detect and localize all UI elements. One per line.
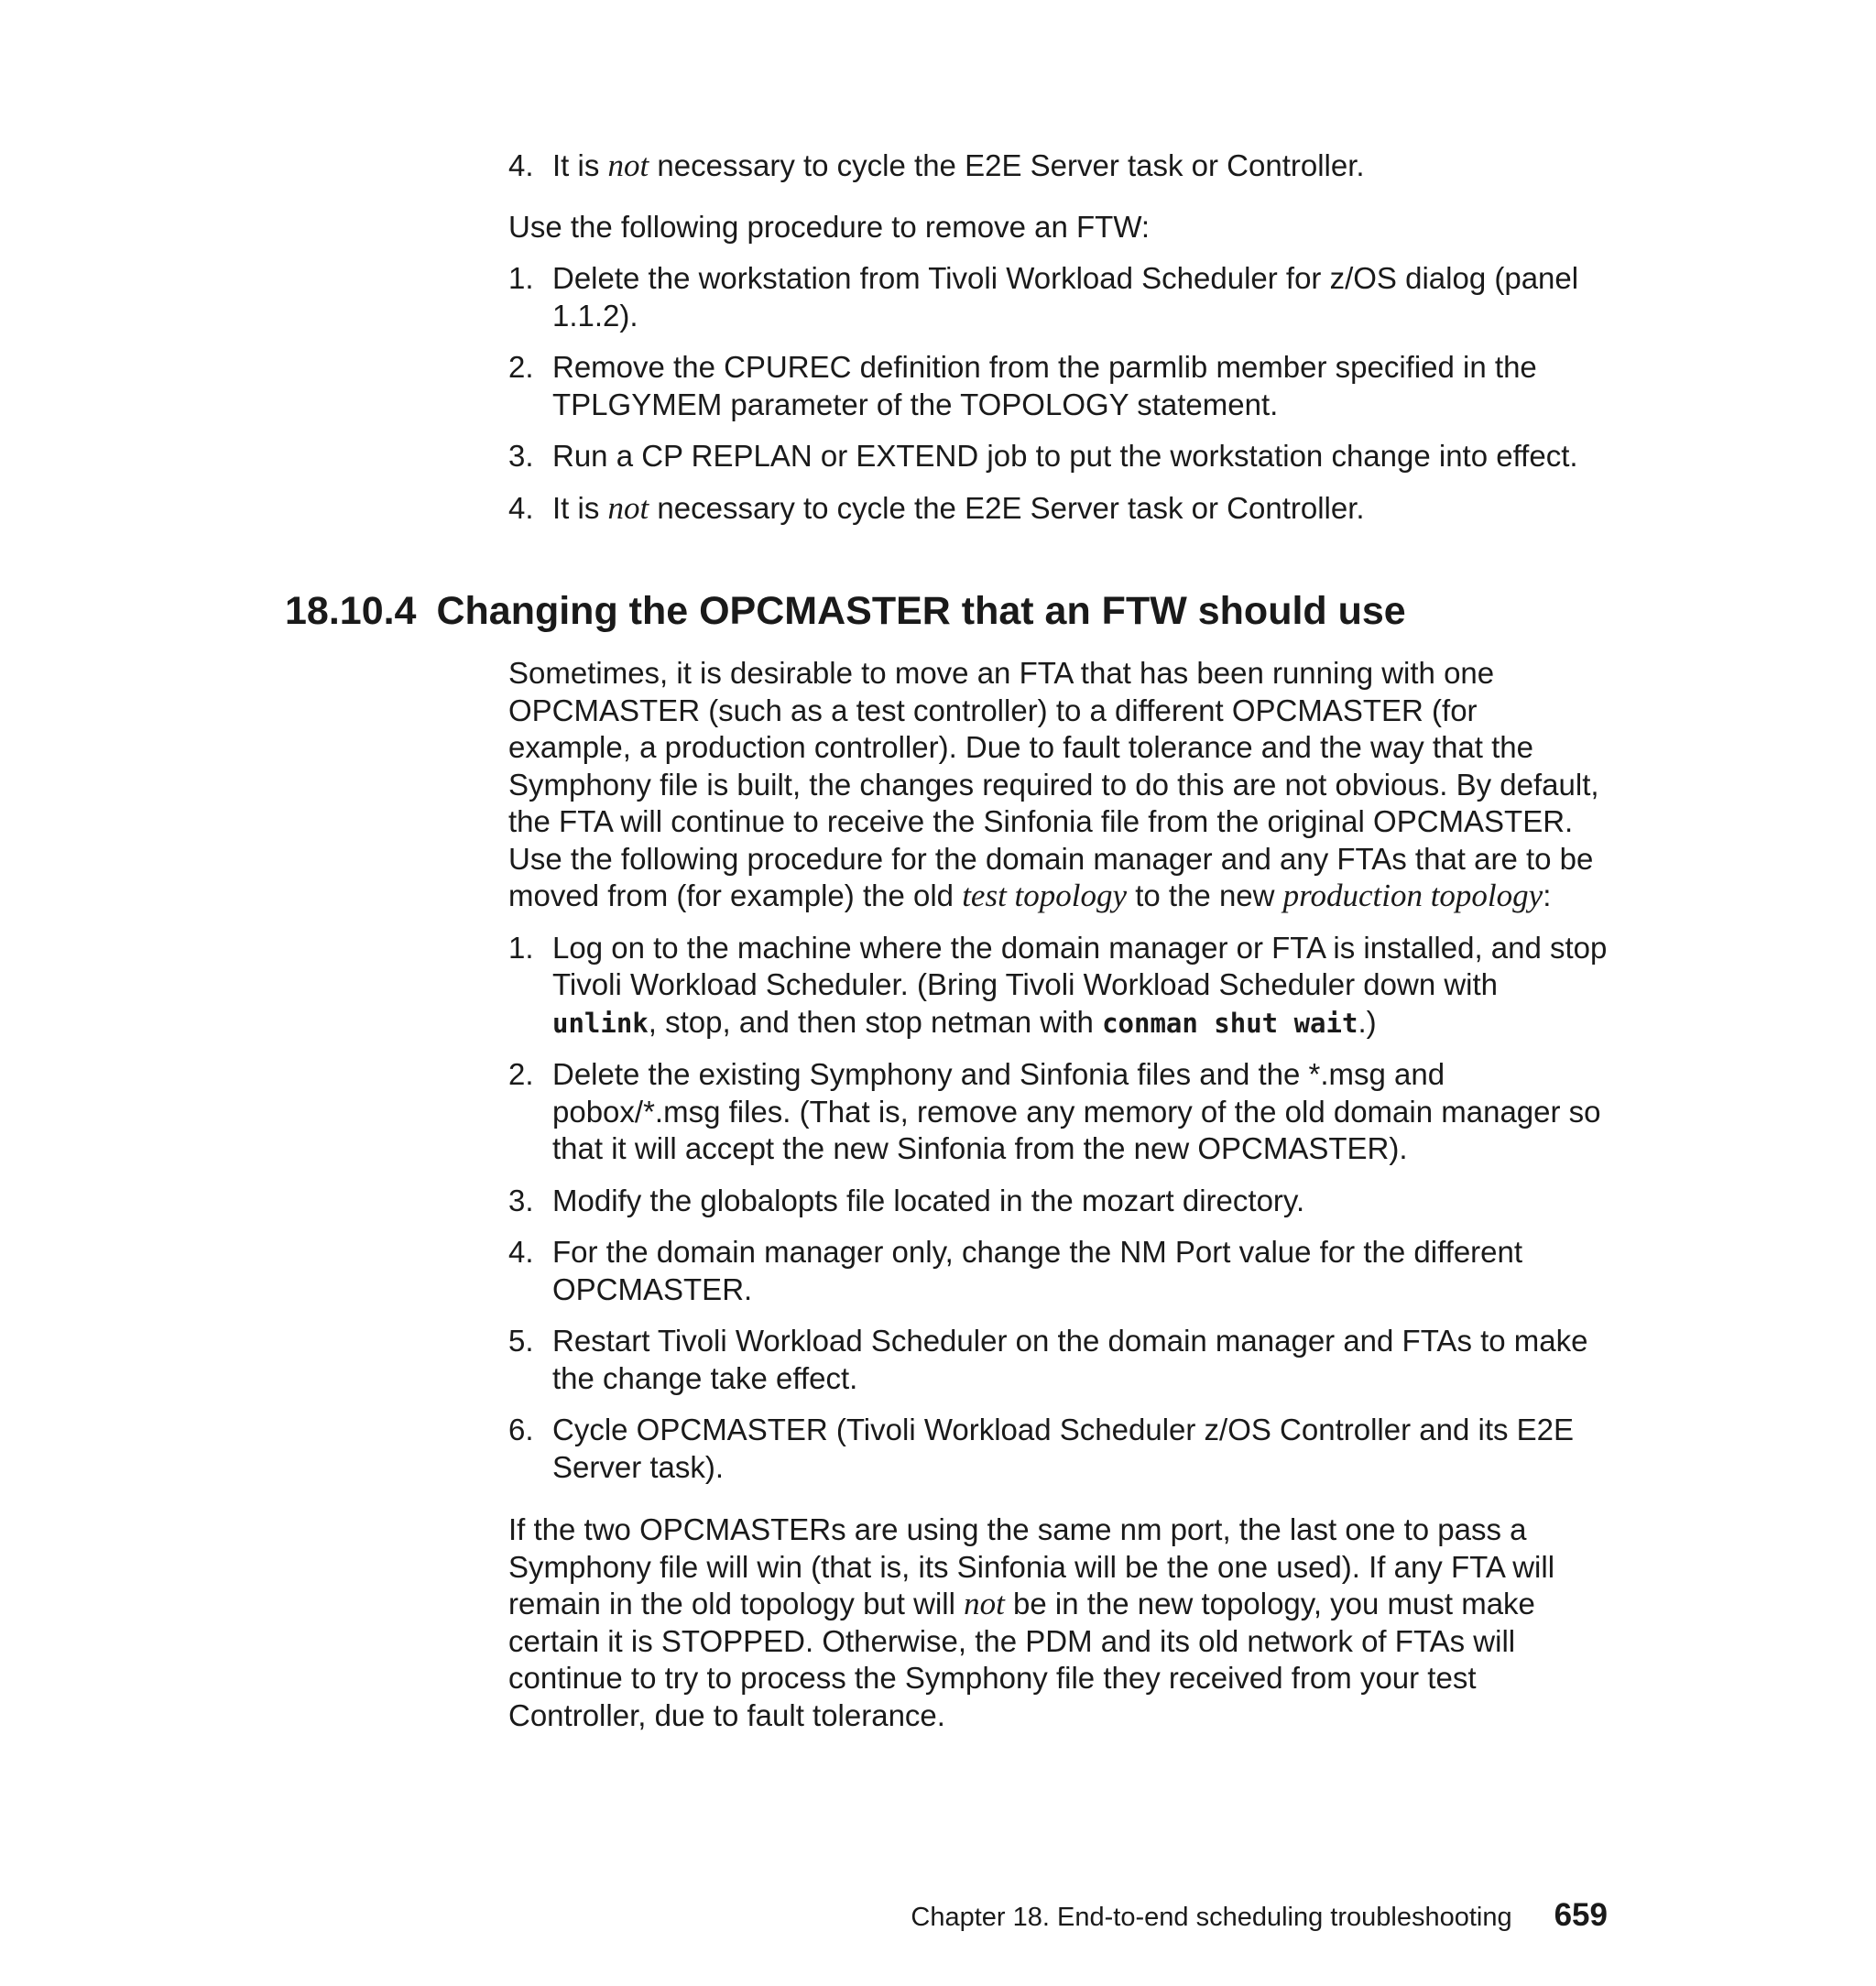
list-item: [508, 438, 1608, 475]
list-item-number: 4.: [508, 1235, 534, 1269]
list-item: [508, 1412, 1608, 1486]
list-item: [508, 260, 1608, 334]
list-item-text: Modify the globalopts file located in the mozart directory.: [552, 1183, 1305, 1217]
emphasis: not: [607, 489, 649, 526]
list-item-number: 1.: [508, 261, 534, 295]
page-number: 659: [1554, 1897, 1608, 1933]
section-intro: Sometimes, it is desirable to move an FTA that has been running with one OPCMASTER (such as a test controller) to a different OPCMASTER (for example, a production controller). Due to fault tolerance and the way that the Symphony file is built, the changes required to do this are not obvious. By default, the FTA will continue to receive the Sinfonia file from the original OPCMASTER. Use the following procedure for the domain manager and any FTAs that are to be moved from (for example) the old test topology to the new production topology:: [508, 656, 1599, 913]
list-item-number: 2.: [508, 1057, 534, 1091]
list-item: [508, 1323, 1608, 1397]
chapter-title: Chapter 18. End-to-end scheduling troubleshooting: [911, 1903, 1512, 1932]
section-heading: [285, 588, 1406, 634]
change-opcmaster-steps: [508, 930, 1608, 1487]
list-item-text: Run a CP REPLAN or EXTEND job to put the workstation change into effect.: [552, 439, 1578, 473]
remove-ftw-steps: [508, 260, 1608, 527]
list-item-text: Delete the workstation from Tivoli Workload Scheduler for z/OS dialog (panel 1.1.2).: [552, 261, 1579, 333]
section-number: 18.10.4: [285, 589, 417, 633]
closing-paragraph: If the two OPCMASTERs are using the same nm port, the last one to pass a Symphony file will win (that is, its Sinfonia will be the one used). If any FTA will remain in the old topology but will not be in the new topology, you must make certain it is STOPPED. Otherwise, the PDM and its old network of FTAs will continue to try to process the Symphony file they received from your test Controller, due to fault tolerance.: [508, 1512, 1555, 1732]
emphasis: not: [964, 1586, 1005, 1621]
list-item-text: Delete the existing Symphony and Sinfonia files and the *.msg and pobox/*.msg files. (That is, remove any memory of the old domain manager so that it will accept the new Sinfonia from the new OPCMASTER).: [552, 1057, 1601, 1165]
list-item-text: Remove the CPUREC definition from the parmlib member specified in the TPLGYMEM parameter of the TOPOLOGY statement.: [552, 350, 1537, 421]
previous-procedure-tail: [508, 147, 1608, 185]
list-item-number: 3.: [508, 1183, 534, 1217]
list-item-number: 6.: [508, 1413, 534, 1446]
list-item-number: 2.: [508, 350, 534, 384]
list-item-text: Cycle OPCMASTER (Tivoli Workload Scheduler z/OS Controller and its E2E Server task).: [552, 1413, 1575, 1484]
list-item: 1. Log on to the machine where the domain manager or FTA is installed, and stop Tivoli Workload Scheduler. (Bring Tivoli Workload Scheduler down with unlink, stop, and then stop netman with conman shut wait.): [508, 930, 1608, 1039]
emphasis: not: [607, 147, 649, 183]
list-item: [508, 1234, 1608, 1308]
list-item: [508, 1056, 1608, 1168]
list-item-text: For the domain manager only, change the NM Port value for the different OPCMASTER.: [552, 1235, 1523, 1306]
list-item-number: 3.: [508, 439, 534, 473]
page-footer: [879, 1899, 1608, 1934]
section-title: Changing the OPCMASTER that an FTW should use: [436, 589, 1406, 633]
code-text: unlink: [552, 1007, 649, 1039]
emphasis: test topology: [962, 878, 1128, 913]
section-body: [508, 655, 1608, 1734]
list-item-number: 4.: [508, 148, 534, 182]
list-item: 4. It is not necessary to cycle the E2E Server task or Controller.: [508, 489, 1365, 526]
top-section: [508, 147, 1608, 541]
list-item-text: Restart Tivoli Workload Scheduler on the domain manager and FTAs to make the change take effect.: [552, 1324, 1588, 1395]
code-text: conman shut wait: [1102, 1007, 1358, 1039]
list-item-number: 5.: [508, 1324, 534, 1358]
emphasis: production topology: [1282, 878, 1543, 913]
list-item: 4. It is not necessary to cycle the E2E Server task or Controller.: [508, 147, 1365, 183]
procedure-intro: Use the following procedure to remove an FTW:: [508, 209, 1151, 244]
list-item-number: 1.: [508, 930, 534, 965]
list-item: [508, 1183, 1608, 1220]
list-item: [508, 349, 1608, 423]
list-item-number: 4.: [508, 490, 534, 525]
